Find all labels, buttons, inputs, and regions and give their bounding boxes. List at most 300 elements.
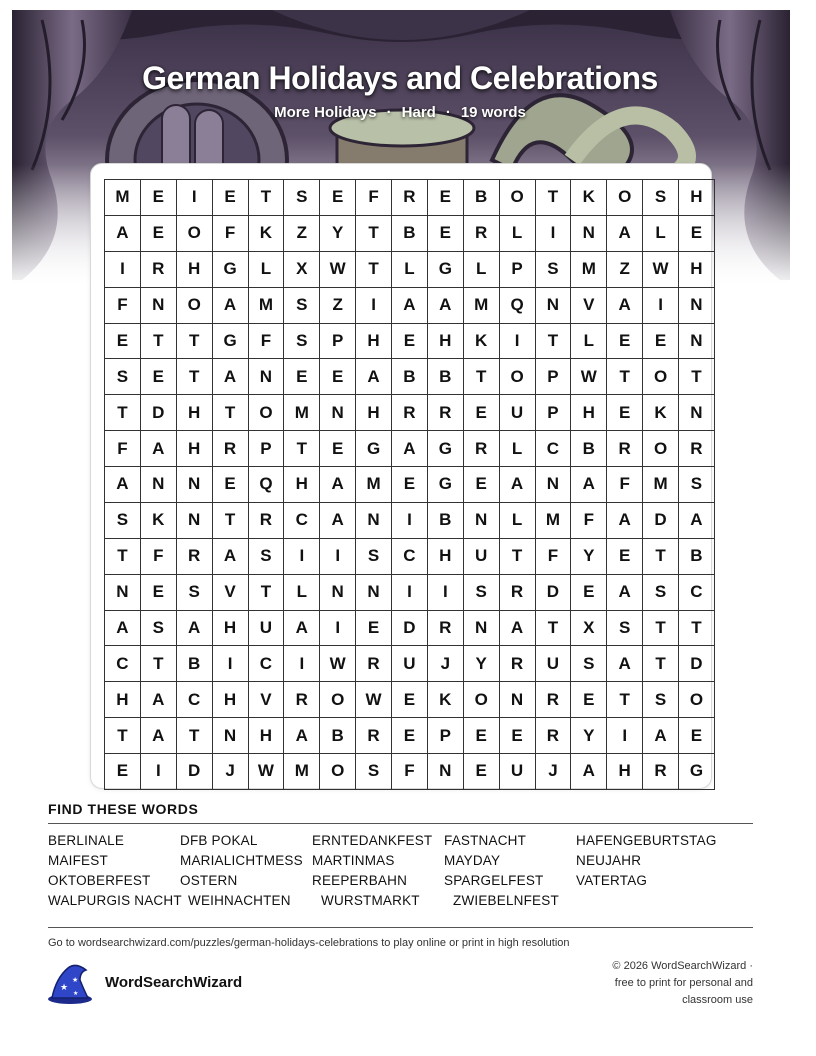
grid-cell[interactable]: L [499, 431, 535, 467]
grid-cell[interactable]: T [212, 502, 248, 538]
grid-cell[interactable]: U [499, 754, 535, 790]
grid-cell[interactable]: T [212, 395, 248, 431]
grid-cell[interactable]: H [284, 467, 320, 503]
grid-cell[interactable]: N [571, 215, 607, 251]
grid-cell[interactable]: G [427, 431, 463, 467]
grid-cell[interactable]: T [463, 359, 499, 395]
grid-cell[interactable]: E [463, 718, 499, 754]
grid-cell[interactable]: F [248, 323, 284, 359]
grid-cell[interactable]: C [284, 502, 320, 538]
grid-cell[interactable]: N [212, 718, 248, 754]
grid-cell[interactable]: R [212, 431, 248, 467]
grid-cell[interactable]: I [607, 718, 643, 754]
grid-cell[interactable]: D [176, 754, 212, 790]
grid-cell[interactable]: M [571, 251, 607, 287]
divider [48, 823, 753, 824]
grid-cell[interactable]: M [535, 502, 571, 538]
grid-cell[interactable]: H [176, 395, 212, 431]
word-list-item: WALPURGIS NACHT [48, 893, 182, 908]
grid-cell[interactable]: O [499, 180, 535, 216]
grid-cell[interactable]: R [463, 431, 499, 467]
word-list-item: BERLINALE [48, 833, 125, 848]
grid-cell[interactable]: H [356, 323, 392, 359]
grid-cell[interactable]: I [643, 287, 679, 323]
grid-cell[interactable]: T [176, 718, 212, 754]
grid-cell[interactable]: V [248, 682, 284, 718]
grid-cell[interactable]: A [140, 718, 176, 754]
grid-cell[interactable]: E [463, 395, 499, 431]
grid-cell[interactable]: L [284, 574, 320, 610]
grid-cell[interactable]: E [140, 215, 176, 251]
grid-cell[interactable]: X [284, 251, 320, 287]
grid-cell[interactable]: R [535, 718, 571, 754]
grid-cell[interactable]: E [679, 215, 715, 251]
grid-cell[interactable]: H [679, 251, 715, 287]
grid-cell[interactable]: Y [320, 215, 356, 251]
grid-cell[interactable]: R [643, 754, 679, 790]
grid-cell[interactable]: I [356, 287, 392, 323]
grid-cell[interactable]: T [535, 323, 571, 359]
grid-cell[interactable]: X [571, 610, 607, 646]
grid-cell[interactable]: T [105, 718, 141, 754]
grid-cell[interactable]: K [643, 395, 679, 431]
grid-cell[interactable]: I [499, 323, 535, 359]
grid-cell[interactable]: A [607, 574, 643, 610]
grid-cell[interactable]: E [320, 359, 356, 395]
grid-cell[interactable]: T [140, 646, 176, 682]
grid-cell[interactable]: A [427, 287, 463, 323]
grid-cell[interactable]: I [320, 610, 356, 646]
grid-cell[interactable]: K [571, 180, 607, 216]
grid-cell[interactable]: S [356, 538, 392, 574]
grid-cell[interactable]: S [284, 180, 320, 216]
grid-cell[interactable]: B [176, 646, 212, 682]
grid-cell[interactable]: L [392, 251, 428, 287]
grid-cell[interactable]: E [320, 180, 356, 216]
grid-cell[interactable]: D [535, 574, 571, 610]
grid-cell[interactable]: A [284, 610, 320, 646]
grid-cell[interactable]: S [607, 610, 643, 646]
grid-cell[interactable]: U [535, 646, 571, 682]
grid-cell[interactable]: R [356, 646, 392, 682]
grid-cell[interactable]: S [356, 754, 392, 790]
grid-cell[interactable]: T [356, 215, 392, 251]
grid-cell[interactable]: S [176, 574, 212, 610]
grid-cell[interactable]: Q [248, 467, 284, 503]
grid-cell[interactable]: T [679, 610, 715, 646]
grid-cell[interactable]: P [535, 359, 571, 395]
grid-cell[interactable]: R [392, 395, 428, 431]
grid-cell[interactable]: O [176, 287, 212, 323]
grid-cell[interactable]: D [140, 395, 176, 431]
grid-cell[interactable]: H [248, 718, 284, 754]
grid-cell[interactable]: T [105, 538, 141, 574]
grid-cell[interactable]: E [392, 718, 428, 754]
grid-cell[interactable]: F [392, 754, 428, 790]
brand-name: WordSearchWizard [105, 974, 243, 991]
grid-cell[interactable]: W [248, 754, 284, 790]
grid-cell[interactable]: E [140, 574, 176, 610]
grid-cell[interactable]: F [571, 502, 607, 538]
grid-cell[interactable]: T [140, 323, 176, 359]
grid-cell[interactable]: R [463, 215, 499, 251]
grid-cell[interactable]: E [140, 180, 176, 216]
grid-cell[interactable]: J [535, 754, 571, 790]
grid-cell[interactable]: L [571, 323, 607, 359]
grid-cell[interactable]: A [176, 610, 212, 646]
grid-cell[interactable]: A [212, 538, 248, 574]
grid-cell[interactable]: B [427, 502, 463, 538]
grid-cell[interactable]: L [463, 251, 499, 287]
grid-cell[interactable]: H [679, 180, 715, 216]
grid-cell[interactable]: F [607, 467, 643, 503]
grid-cell[interactable]: O [499, 359, 535, 395]
grid-cell[interactable]: F [105, 431, 141, 467]
grid-cell[interactable]: T [535, 180, 571, 216]
grid-cell[interactable]: E [212, 467, 248, 503]
grid-cell[interactable]: P [248, 431, 284, 467]
grid-cell[interactable]: N [356, 574, 392, 610]
grid-cell[interactable]: D [392, 610, 428, 646]
grid-cell[interactable]: V [571, 287, 607, 323]
grid-cell[interactable]: S [643, 574, 679, 610]
grid-cell[interactable]: T [643, 646, 679, 682]
grid-cell[interactable]: N [105, 574, 141, 610]
grid-cell[interactable]: E [105, 754, 141, 790]
grid-cell[interactable]: N [679, 287, 715, 323]
grid-cell[interactable]: O [679, 682, 715, 718]
grid-cell[interactable]: U [392, 646, 428, 682]
grid-cell[interactable]: N [499, 682, 535, 718]
grid-cell[interactable]: A [607, 287, 643, 323]
grid-cell[interactable]: G [356, 431, 392, 467]
grid-cell[interactable]: U [463, 538, 499, 574]
grid-cell[interactable]: M [284, 754, 320, 790]
grid-cell[interactable]: N [535, 467, 571, 503]
grid-cell[interactable]: S [105, 502, 141, 538]
grid-cell[interactable]: N [176, 502, 212, 538]
grid-cell[interactable]: H [176, 431, 212, 467]
grid-cell[interactable]: A [571, 467, 607, 503]
grid-cell[interactable]: I [105, 251, 141, 287]
grid-cell[interactable]: H [212, 682, 248, 718]
grid-cell[interactable]: O [643, 431, 679, 467]
grid-cell[interactable]: M [248, 287, 284, 323]
grid-cell[interactable]: D [643, 502, 679, 538]
grid-cell[interactable]: B [571, 431, 607, 467]
grid-cell[interactable]: J [212, 754, 248, 790]
grid-cell[interactable]: C [679, 574, 715, 610]
grid-cell[interactable]: N [320, 395, 356, 431]
grid-cell[interactable]: I [392, 502, 428, 538]
grid-row [105, 467, 715, 503]
grid-cell[interactable]: O [248, 395, 284, 431]
grid-cell[interactable]: A [356, 359, 392, 395]
grid-cell[interactable]: N [356, 502, 392, 538]
grid-cell[interactable]: N [463, 502, 499, 538]
word-list-item: VATERTAG [576, 873, 648, 888]
grid-cell[interactable]: A [499, 467, 535, 503]
grid-cell[interactable]: D [679, 646, 715, 682]
grid-cell[interactable]: B [427, 359, 463, 395]
grid-cell[interactable]: L [248, 251, 284, 287]
grid-cell[interactable]: A [212, 287, 248, 323]
grid-cell[interactable]: O [463, 682, 499, 718]
grid-cell[interactable]: H [176, 251, 212, 287]
grid-cell[interactable]: H [607, 754, 643, 790]
grid-cell[interactable]: F [535, 538, 571, 574]
grid-cell[interactable]: R [140, 251, 176, 287]
grid-cell[interactable]: A [607, 215, 643, 251]
grid-cell[interactable]: T [284, 431, 320, 467]
grid-cell[interactable]: S [643, 180, 679, 216]
grid-cell[interactable]: U [248, 610, 284, 646]
grid-cell[interactable]: S [140, 610, 176, 646]
grid-cell[interactable]: K [248, 215, 284, 251]
grid-cell[interactable]: C [176, 682, 212, 718]
grid-row [105, 574, 715, 610]
grid-cell[interactable]: R [535, 682, 571, 718]
grid-cell[interactable]: Q [499, 287, 535, 323]
grid-cell[interactable]: A [105, 467, 141, 503]
category-link[interactable]: More Holidays [274, 104, 377, 121]
grid-cell[interactable]: T [176, 359, 212, 395]
grid-cell[interactable]: A [679, 502, 715, 538]
grid-cell[interactable]: C [535, 431, 571, 467]
grid-cell[interactable]: R [607, 431, 643, 467]
grid-cell[interactable]: E [140, 359, 176, 395]
grid-row [105, 754, 715, 790]
grid-cell[interactable]: K [140, 502, 176, 538]
grid-cell[interactable]: M [643, 467, 679, 503]
grid-cell[interactable]: F [140, 538, 176, 574]
grid-cell[interactable]: A [212, 359, 248, 395]
grid-cell[interactable]: N [320, 574, 356, 610]
grid-cell[interactable]: I [284, 538, 320, 574]
grid-cell[interactable]: K [427, 682, 463, 718]
grid-cell[interactable]: B [463, 180, 499, 216]
grid-cell[interactable]: U [499, 395, 535, 431]
grid-cell[interactable]: O [176, 215, 212, 251]
grid-cell[interactable]: E [571, 574, 607, 610]
grid-cell[interactable]: A [607, 646, 643, 682]
grid-cell[interactable]: L [499, 502, 535, 538]
grid-cell[interactable]: O [607, 180, 643, 216]
grid-cell[interactable]: A [607, 502, 643, 538]
grid-cell[interactable]: M [284, 395, 320, 431]
grid-cell[interactable]: A [140, 431, 176, 467]
grid-cell[interactable]: R [499, 574, 535, 610]
grid-cell[interactable]: K [463, 323, 499, 359]
grid-cell[interactable]: W [356, 682, 392, 718]
grid-cell[interactable]: E [571, 682, 607, 718]
grid-cell[interactable]: E [463, 754, 499, 790]
grid-cell[interactable]: I [176, 180, 212, 216]
grid-cell[interactable]: T [105, 395, 141, 431]
grid-cell[interactable]: E [392, 682, 428, 718]
online-link-text[interactable]: Go to wordsearchwizard.com/puzzles/german-holidays-celebrations to play online or print in high resolution [48, 937, 570, 949]
grid-cell[interactable]: T [499, 538, 535, 574]
grid-cell[interactable]: E [284, 359, 320, 395]
grid-cell[interactable]: H [427, 538, 463, 574]
grid-cell[interactable]: E [607, 538, 643, 574]
grid-cell[interactable]: E [212, 180, 248, 216]
grid-cell[interactable]: M [356, 467, 392, 503]
grid-cell[interactable]: R [392, 180, 428, 216]
grid-cell[interactable]: E [392, 323, 428, 359]
grid-cell[interactable]: I [284, 646, 320, 682]
grid-cell[interactable]: T [356, 251, 392, 287]
grid-cell[interactable]: A [571, 754, 607, 790]
grid-cell[interactable]: Z [284, 215, 320, 251]
grid-cell[interactable]: I [320, 538, 356, 574]
grid-cell[interactable]: N [140, 287, 176, 323]
grid-cell[interactable]: R [356, 718, 392, 754]
grid-cell[interactable]: Y [571, 538, 607, 574]
grid-cell[interactable]: H [571, 395, 607, 431]
grid-cell[interactable]: M [463, 287, 499, 323]
grid-cell[interactable]: W [571, 359, 607, 395]
grid-cell[interactable]: H [427, 323, 463, 359]
grid-cell[interactable]: O [320, 682, 356, 718]
grid-cell[interactable]: A [392, 431, 428, 467]
grid-cell[interactable]: E [427, 215, 463, 251]
grid-cell[interactable]: T [643, 538, 679, 574]
grid-cell[interactable]: A [320, 467, 356, 503]
grid-cell[interactable]: A [105, 610, 141, 646]
grid-cell[interactable]: I [140, 754, 176, 790]
grid-cell[interactable]: N [427, 754, 463, 790]
grid-cell[interactable]: H [356, 395, 392, 431]
grid-cell[interactable]: F [105, 287, 141, 323]
grid-cell[interactable]: C [105, 646, 141, 682]
grid-cell[interactable]: T [248, 574, 284, 610]
grid-cell[interactable]: T [607, 682, 643, 718]
grid-cell[interactable]: S [571, 646, 607, 682]
grid-cell[interactable]: A [105, 215, 141, 251]
grid-cell[interactable]: S [535, 251, 571, 287]
grid-cell[interactable]: G [212, 323, 248, 359]
grid-cell[interactable]: R [427, 610, 463, 646]
grid-cell[interactable]: N [140, 467, 176, 503]
grid-cell[interactable]: S [463, 574, 499, 610]
grid-cell[interactable]: A [320, 502, 356, 538]
grid-cell[interactable]: A [643, 718, 679, 754]
grid-cell[interactable]: S [679, 467, 715, 503]
grid-cell[interactable]: L [643, 215, 679, 251]
grid-cell[interactable]: A [392, 287, 428, 323]
grid-cell[interactable]: M [105, 180, 141, 216]
grid-cell[interactable]: Y [463, 646, 499, 682]
grid-cell[interactable]: R [427, 395, 463, 431]
grid-cell[interactable]: I [535, 215, 571, 251]
grid-cell[interactable]: P [499, 251, 535, 287]
grid-cell[interactable]: R [499, 646, 535, 682]
grid-cell[interactable]: S [284, 323, 320, 359]
grid-cell[interactable]: H [105, 682, 141, 718]
grid-cell[interactable]: R [679, 431, 715, 467]
grid-cell[interactable]: F [356, 180, 392, 216]
grid-cell[interactable]: R [248, 502, 284, 538]
grid-cell[interactable]: Z [320, 287, 356, 323]
grid-cell[interactable]: A [140, 682, 176, 718]
grid-cell[interactable]: E [463, 467, 499, 503]
grid-cell[interactable]: R [176, 538, 212, 574]
grid-cell[interactable]: A [499, 610, 535, 646]
grid-cell[interactable]: S [284, 287, 320, 323]
grid-cell[interactable]: H [212, 610, 248, 646]
grid-cell[interactable]: N [248, 359, 284, 395]
grid-cell[interactable]: N [463, 610, 499, 646]
grid-cell[interactable]: C [248, 646, 284, 682]
grid-cell[interactable]: S [643, 682, 679, 718]
grid-cell[interactable]: P [427, 718, 463, 754]
grid-cell[interactable]: A [284, 718, 320, 754]
grid-cell[interactable]: N [679, 323, 715, 359]
grid-cell[interactable]: E [679, 718, 715, 754]
grid-cell[interactable]: O [320, 754, 356, 790]
grid-cell[interactable]: P [320, 323, 356, 359]
grid-cell[interactable]: P [535, 395, 571, 431]
grid-cell[interactable]: T [607, 359, 643, 395]
grid-cell[interactable]: G [427, 467, 463, 503]
grid-cell[interactable]: E [607, 323, 643, 359]
grid-cell[interactable]: E [499, 718, 535, 754]
grid-cell[interactable]: G [427, 251, 463, 287]
grid-cell[interactable]: T [248, 180, 284, 216]
grid-cell[interactable]: S [248, 538, 284, 574]
grid-cell[interactable]: B [679, 538, 715, 574]
grid-cell[interactable]: T [679, 359, 715, 395]
grid-cell[interactable]: F [212, 215, 248, 251]
grid-cell[interactable]: T [176, 323, 212, 359]
grid-cell[interactable]: B [392, 359, 428, 395]
grid-cell[interactable]: N [535, 287, 571, 323]
grid-cell[interactable]: S [105, 359, 141, 395]
grid-cell[interactable]: Y [571, 718, 607, 754]
grid-cell[interactable]: I [392, 574, 428, 610]
grid-cell[interactable]: Z [607, 251, 643, 287]
grid-cell[interactable]: T [643, 610, 679, 646]
grid-row [105, 215, 715, 251]
grid-cell[interactable]: E [320, 431, 356, 467]
grid-cell[interactable]: B [320, 718, 356, 754]
grid-cell[interactable]: N [176, 467, 212, 503]
grid-cell[interactable]: C [392, 538, 428, 574]
grid-cell[interactable]: I [212, 646, 248, 682]
grid-cell[interactable]: G [679, 754, 715, 790]
grid-cell[interactable]: W [643, 251, 679, 287]
grid-cell[interactable]: I [427, 574, 463, 610]
grid-cell[interactable]: E [356, 610, 392, 646]
grid-cell[interactable]: E [643, 323, 679, 359]
grid-cell[interactable]: V [212, 574, 248, 610]
grid-cell[interactable]: O [643, 359, 679, 395]
grid-cell[interactable]: G [212, 251, 248, 287]
grid-cell[interactable]: E [427, 180, 463, 216]
grid-cell[interactable]: L [499, 215, 535, 251]
grid-cell[interactable]: W [320, 646, 356, 682]
grid-cell[interactable]: T [535, 610, 571, 646]
grid-cell[interactable]: W [320, 251, 356, 287]
grid-cell[interactable]: R [284, 682, 320, 718]
grid-cell[interactable]: B [392, 215, 428, 251]
grid-cell[interactable]: E [607, 395, 643, 431]
grid-cell[interactable]: E [392, 467, 428, 503]
grid-cell[interactable]: N [679, 395, 715, 431]
grid-cell[interactable]: E [105, 323, 141, 359]
grid-cell[interactable]: J [427, 646, 463, 682]
